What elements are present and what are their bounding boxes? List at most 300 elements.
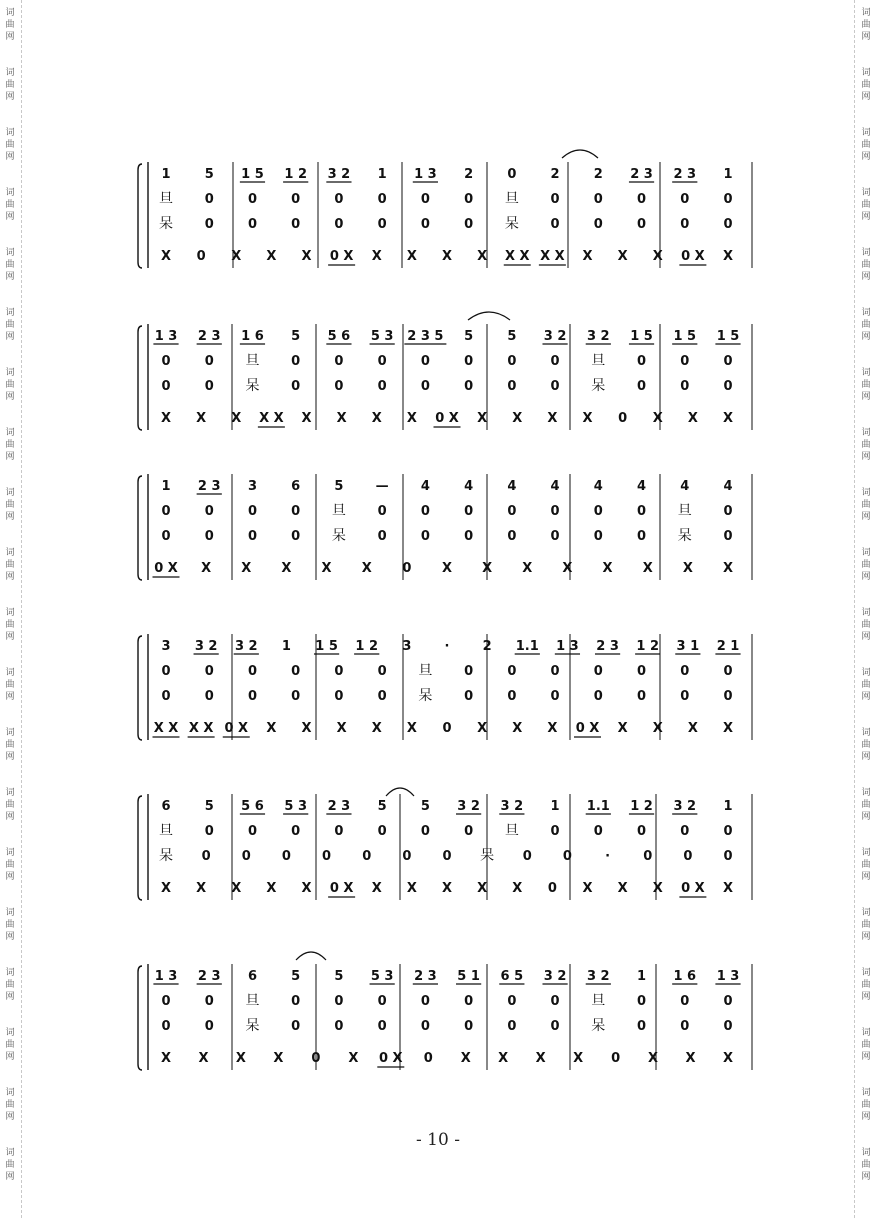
note-token: 4 bbox=[550, 479, 560, 494]
slur-arc bbox=[468, 312, 510, 320]
note-token: X bbox=[562, 561, 573, 576]
note-token: 1 6 bbox=[241, 329, 264, 344]
left-margin-char: 词 bbox=[5, 908, 15, 918]
right-margin-char: 曲 bbox=[861, 1160, 871, 1170]
right-margin-char: 网 bbox=[861, 32, 871, 42]
note-token: 0 bbox=[723, 529, 733, 544]
note-token: 3 bbox=[161, 639, 171, 654]
note-token: 2 1 bbox=[716, 639, 740, 654]
left-margin-char: 曲 bbox=[5, 320, 15, 330]
right-margin-char: 词 bbox=[861, 608, 871, 618]
note-token: 0 bbox=[377, 504, 387, 519]
left-margin-char: 词 bbox=[5, 128, 15, 138]
right-margin-char: 网 bbox=[861, 752, 871, 762]
note-token: 6 bbox=[247, 969, 257, 984]
note-token: 0 bbox=[550, 1019, 560, 1034]
right-margin-char: 词 bbox=[861, 248, 871, 258]
note-token: 0 bbox=[377, 192, 387, 207]
note-token: 0 bbox=[420, 217, 430, 232]
note-token: 0 bbox=[201, 849, 211, 864]
note-token: 0 bbox=[420, 354, 430, 369]
note-token: 0 bbox=[322, 849, 332, 864]
note-token: X bbox=[547, 721, 558, 736]
right-margin-char: 网 bbox=[861, 1172, 871, 1182]
note-token: X bbox=[512, 721, 523, 736]
left-margin-char: 词 bbox=[5, 668, 15, 678]
left-margin-char: 网 bbox=[5, 272, 15, 282]
left-margin-char: 网 bbox=[5, 92, 15, 102]
left-margin-char: 曲 bbox=[5, 980, 15, 990]
right-margin-char: 网 bbox=[861, 872, 871, 882]
note-token: 0 bbox=[291, 217, 301, 232]
note-token: 呆 bbox=[159, 848, 173, 864]
note-token: 呆 bbox=[418, 688, 433, 704]
left-margin-char: 词 bbox=[5, 728, 15, 738]
note-token: 0 bbox=[281, 849, 291, 864]
right-margin-char: 网 bbox=[861, 1052, 871, 1062]
note-token: X bbox=[498, 1051, 509, 1066]
note-token: 0 bbox=[723, 354, 733, 369]
note-token: 0 X bbox=[681, 249, 705, 264]
note-token: 1 bbox=[161, 167, 171, 182]
left-margin-char: 曲 bbox=[5, 620, 15, 630]
note-token: 0 bbox=[637, 689, 647, 704]
note-token: X bbox=[722, 561, 734, 576]
left-margin-char: 网 bbox=[5, 932, 15, 942]
note-token: 0 bbox=[420, 824, 430, 839]
note-token: 0 bbox=[402, 561, 412, 576]
right-margin-char: 词 bbox=[861, 308, 871, 318]
note-token: X bbox=[441, 881, 453, 896]
note-token: X bbox=[336, 411, 347, 426]
note-token: 呆 bbox=[245, 378, 260, 394]
note-token: X bbox=[535, 1051, 546, 1066]
note-token: 0 bbox=[247, 689, 257, 704]
right-margin-char: 网 bbox=[861, 452, 871, 462]
note-token: 2 3 bbox=[630, 167, 653, 182]
note-token: 0 bbox=[247, 664, 257, 679]
right-margin-char: 曲 bbox=[861, 620, 871, 630]
note-token: X bbox=[652, 411, 663, 426]
note-token: X bbox=[582, 881, 593, 896]
note-token: 0 X bbox=[378, 1051, 403, 1066]
note-token: X bbox=[406, 411, 417, 426]
right-margin-char: 曲 bbox=[861, 500, 871, 510]
left-margin-char: 曲 bbox=[5, 20, 15, 30]
note-token: 0 bbox=[680, 217, 690, 232]
system-brace bbox=[138, 476, 142, 580]
right-margin-char: 网 bbox=[861, 212, 871, 222]
note-token: 1 bbox=[723, 799, 733, 814]
note-token: 1 bbox=[377, 167, 387, 182]
note-token: 0 bbox=[680, 1019, 690, 1034]
note-token: 1 3 bbox=[556, 639, 579, 654]
left-margin-char: 网 bbox=[5, 332, 15, 342]
note-token: 0 bbox=[442, 849, 452, 864]
note-token: X bbox=[371, 881, 382, 896]
note-token: X bbox=[231, 881, 242, 896]
note-token: 0 bbox=[637, 824, 647, 839]
note-token: 0 bbox=[680, 192, 690, 207]
note-token: 0 bbox=[334, 1019, 344, 1034]
note-token: X bbox=[512, 881, 523, 896]
note-token: 0 bbox=[464, 824, 474, 839]
note-token: 0 bbox=[362, 849, 372, 864]
note-token: X bbox=[617, 721, 628, 736]
note-token: 5 bbox=[334, 479, 344, 494]
note-token: 6 bbox=[291, 479, 301, 494]
note-token: 2 bbox=[482, 639, 492, 654]
left-margin-char: 曲 bbox=[5, 740, 15, 750]
left-margin-char: 曲 bbox=[5, 1040, 15, 1050]
note-token: X bbox=[371, 411, 382, 426]
system-brace bbox=[138, 164, 142, 268]
note-token: 0 bbox=[334, 192, 344, 207]
right-margin-char: 曲 bbox=[861, 140, 871, 150]
system-brace bbox=[138, 636, 142, 740]
note-token: 0 bbox=[562, 849, 572, 864]
note-token: 0 bbox=[247, 824, 257, 839]
note-token: 0 bbox=[464, 217, 474, 232]
note-token: 2 3 bbox=[673, 167, 697, 182]
note-token: 0 bbox=[723, 217, 733, 232]
note-token: 0 bbox=[161, 379, 171, 394]
note-token: 0 bbox=[680, 689, 690, 704]
left-margin-char: 曲 bbox=[5, 380, 15, 390]
left-margin-char: 网 bbox=[5, 1112, 15, 1122]
note-token: 0 bbox=[161, 664, 171, 679]
left-margin-char: 词 bbox=[5, 848, 15, 858]
note-token: 1.1 bbox=[515, 639, 539, 654]
note-token: 1 3 bbox=[154, 329, 178, 344]
note-token: X bbox=[722, 249, 734, 264]
note-token: X bbox=[266, 881, 277, 896]
note-token: 0 bbox=[507, 689, 517, 704]
note-token: X bbox=[573, 1051, 584, 1066]
note-token: 0 bbox=[161, 689, 171, 704]
note-token: X bbox=[321, 561, 332, 576]
note-token: 0 bbox=[550, 379, 560, 394]
note-token: 5 6 bbox=[327, 329, 351, 344]
note-token: 0 bbox=[637, 379, 647, 394]
left-margin-char: 网 bbox=[5, 152, 15, 162]
note-token: 0 bbox=[204, 529, 214, 544]
note-token: 0 bbox=[377, 217, 387, 232]
note-token: 0 bbox=[464, 504, 474, 519]
left-margin-char: 曲 bbox=[5, 560, 15, 570]
note-token: 0 bbox=[311, 1051, 321, 1066]
note-token: 0 bbox=[291, 1019, 301, 1034]
note-token: 5 bbox=[334, 969, 344, 984]
note-token: 1 bbox=[161, 479, 171, 494]
note-token: 2 3 bbox=[596, 639, 619, 654]
note-token: X bbox=[441, 561, 453, 576]
note-token: 旦 bbox=[504, 823, 519, 839]
note-token: 0 bbox=[204, 192, 214, 207]
note-token: 旦 bbox=[418, 663, 433, 679]
note-token: 0 bbox=[204, 354, 214, 369]
note-token: 0 bbox=[680, 994, 690, 1009]
note-token: 4 bbox=[464, 479, 474, 494]
note-token: 0 bbox=[643, 849, 653, 864]
system-brace bbox=[138, 796, 142, 900]
note-token: 0 bbox=[423, 1051, 433, 1066]
note-token: X bbox=[301, 411, 312, 426]
note-token: 1 6 bbox=[673, 969, 697, 984]
note-token: 0 bbox=[550, 504, 560, 519]
note-token: 3 2 bbox=[194, 639, 218, 654]
note-token: 2 3 bbox=[414, 969, 437, 984]
right-margin-char: 网 bbox=[861, 992, 871, 1002]
note-token: 0 bbox=[247, 529, 257, 544]
note-token: 6 5 bbox=[500, 969, 524, 984]
right-margin-char: 曲 bbox=[861, 1040, 871, 1050]
right-margin-char: 词 bbox=[861, 128, 871, 138]
note-token: 0 bbox=[723, 504, 733, 519]
note-token: X bbox=[722, 411, 734, 426]
note-token: X bbox=[406, 249, 417, 264]
note-token: X bbox=[371, 249, 382, 264]
note-token: 0 bbox=[464, 664, 474, 679]
note-token: 0 bbox=[507, 504, 517, 519]
note-token: 3 2 bbox=[543, 969, 567, 984]
note-token: 0 bbox=[507, 379, 517, 394]
left-margin-char: 网 bbox=[5, 752, 15, 762]
right-margin-char: 曲 bbox=[861, 1100, 871, 1110]
note-token: 4 bbox=[420, 479, 430, 494]
note-token: 0 bbox=[522, 849, 532, 864]
note-token: X bbox=[687, 721, 698, 736]
right-margin-char: 词 bbox=[861, 1148, 871, 1158]
note-token: 4 bbox=[680, 479, 690, 494]
note-token: X bbox=[241, 561, 252, 576]
right-margin-char: 词 bbox=[861, 1028, 871, 1038]
note-token: X bbox=[371, 721, 382, 736]
note-token: 0 bbox=[334, 217, 344, 232]
note-token: 0 bbox=[464, 689, 474, 704]
left-margin-char: 网 bbox=[5, 692, 15, 702]
note-token: 0 bbox=[723, 379, 733, 394]
right-margin-char: 曲 bbox=[861, 740, 871, 750]
note-token: 0 bbox=[683, 849, 693, 864]
left-margin-char: 网 bbox=[5, 572, 15, 582]
note-token: 0 bbox=[402, 849, 412, 864]
note-token: 0 bbox=[161, 504, 171, 519]
note-token: X bbox=[477, 249, 488, 264]
note-token: 呆 bbox=[480, 848, 495, 864]
note-token: 0 bbox=[547, 881, 557, 896]
note-token: 5 bbox=[464, 329, 474, 344]
left-margin-char: 曲 bbox=[5, 1100, 15, 1110]
right-margin-char: 曲 bbox=[861, 200, 871, 210]
left-margin-char: 词 bbox=[5, 308, 15, 318]
system-brace bbox=[138, 326, 142, 430]
note-token: 0 bbox=[291, 664, 301, 679]
left-margin-char: 曲 bbox=[5, 800, 15, 810]
note-token: 0 bbox=[291, 529, 301, 544]
note-token: 0 bbox=[464, 192, 474, 207]
note-token: 1 5 bbox=[315, 639, 338, 654]
note-token: 0 bbox=[420, 1019, 430, 1034]
note-token: 3 2 bbox=[234, 639, 258, 654]
note-token: 2 3 5 bbox=[407, 329, 444, 344]
note-token: 0 bbox=[507, 994, 517, 1009]
note-token: 0 bbox=[550, 994, 560, 1009]
note-token: 0 bbox=[550, 824, 560, 839]
note-token: 0 bbox=[291, 379, 301, 394]
note-token: X bbox=[336, 721, 347, 736]
note-token: 0 bbox=[723, 689, 733, 704]
page-number: - 10 - bbox=[416, 1130, 460, 1150]
left-margin-char: 曲 bbox=[5, 200, 15, 210]
note-token: 0 X bbox=[154, 561, 178, 576]
left-margin-char: 曲 bbox=[5, 920, 15, 930]
note-token: 1 3 bbox=[716, 969, 740, 984]
note-token: 0 bbox=[593, 689, 603, 704]
note-token: X bbox=[160, 1051, 172, 1066]
note-token: 3 2 bbox=[457, 799, 480, 814]
note-token: 0 bbox=[593, 217, 603, 232]
right-margin-char: 网 bbox=[861, 512, 871, 522]
note-token: X bbox=[160, 249, 172, 264]
note-token: 0 bbox=[723, 1019, 733, 1034]
note-token: X bbox=[685, 1051, 696, 1066]
note-token: 1 2 bbox=[355, 639, 379, 654]
right-margin-char: 网 bbox=[861, 572, 871, 582]
note-token: 0 X bbox=[681, 881, 705, 896]
note-token: X bbox=[682, 561, 693, 576]
note-token: 5 bbox=[204, 799, 214, 814]
note-token: 0 X bbox=[329, 249, 354, 264]
note-token: 0 bbox=[550, 529, 560, 544]
note-token: X bbox=[648, 1051, 659, 1066]
left-margin-char: 曲 bbox=[5, 80, 15, 90]
note-token: 0 bbox=[550, 354, 560, 369]
note-token: 0 bbox=[334, 689, 344, 704]
note-token: 5 3 bbox=[370, 329, 394, 344]
left-margin-char: 词 bbox=[5, 428, 15, 438]
note-token: 0 bbox=[637, 994, 647, 1009]
note-token: 0 bbox=[291, 689, 301, 704]
left-margin-char: 词 bbox=[5, 1028, 15, 1038]
note-token: 1 2 bbox=[284, 167, 308, 182]
note-token: 0 bbox=[464, 994, 474, 1009]
note-token: 3 1 bbox=[676, 639, 700, 654]
right-margin-char: 词 bbox=[861, 668, 871, 678]
right-margin-char: 词 bbox=[861, 968, 871, 978]
left-margin-char: 词 bbox=[5, 1088, 15, 1098]
note-token: · bbox=[605, 849, 611, 864]
note-token: 0 bbox=[291, 824, 301, 839]
right-margin-char: 曲 bbox=[861, 980, 871, 990]
note-token: · bbox=[444, 639, 450, 654]
note-token: X bbox=[301, 881, 312, 896]
note-token: X bbox=[196, 411, 207, 426]
right-margin-char: 词 bbox=[861, 188, 871, 198]
note-token: X bbox=[582, 411, 593, 426]
left-margin-char: 曲 bbox=[5, 140, 15, 150]
note-token: 0 bbox=[204, 664, 214, 679]
note-token: X bbox=[281, 561, 292, 576]
right-margin-char: 曲 bbox=[861, 80, 871, 90]
note-token: 0 bbox=[161, 994, 171, 1009]
note-token: 0 bbox=[334, 664, 344, 679]
note-token: 0 bbox=[291, 192, 301, 207]
note-token: X bbox=[602, 561, 613, 576]
note-token: X bbox=[547, 411, 558, 426]
note-token: 0 bbox=[723, 849, 733, 864]
note-token: 0 bbox=[377, 689, 387, 704]
right-margin-char: 词 bbox=[861, 68, 871, 78]
note-token: 2 3 bbox=[197, 329, 221, 344]
left-margin-char: 曲 bbox=[5, 860, 15, 870]
right-margin-char: 网 bbox=[861, 152, 871, 162]
note-token: 5 1 bbox=[457, 969, 480, 984]
note-token: 0 X bbox=[575, 721, 600, 736]
note-token: 2 3 bbox=[197, 479, 221, 494]
note-token: 3 2 bbox=[586, 329, 610, 344]
note-token: 1 2 bbox=[630, 799, 653, 814]
left-margin-char: 网 bbox=[5, 392, 15, 402]
note-token: 4 bbox=[723, 479, 733, 494]
left-margin-char: 网 bbox=[5, 812, 15, 822]
note-token: 0 bbox=[618, 411, 628, 426]
note-token: X bbox=[160, 411, 172, 426]
left-margin-char: 网 bbox=[5, 1052, 15, 1062]
note-token: 1 2 bbox=[636, 639, 660, 654]
note-token: — bbox=[375, 479, 389, 494]
left-margin-char: 词 bbox=[5, 368, 15, 378]
left-margin-char: 网 bbox=[5, 512, 15, 522]
note-token: 0 bbox=[291, 994, 301, 1009]
note-token: 0 bbox=[680, 824, 690, 839]
left-margin-char: 网 bbox=[5, 212, 15, 222]
note-token: 0 bbox=[204, 689, 214, 704]
note-token: X bbox=[617, 881, 628, 896]
note-token: 呆 bbox=[591, 378, 606, 394]
note-token: 呆 bbox=[677, 528, 692, 544]
note-token: 0 bbox=[680, 379, 690, 394]
right-margin-char: 词 bbox=[861, 788, 871, 798]
note-token: 0 bbox=[204, 379, 214, 394]
right-margin-char: 词 bbox=[861, 368, 871, 378]
note-token: 3 2 bbox=[586, 969, 610, 984]
note-token: 0 bbox=[377, 664, 387, 679]
note-token: 0 bbox=[464, 354, 474, 369]
note-token: X bbox=[361, 561, 372, 576]
note-token: 5 bbox=[291, 969, 301, 984]
note-token: 3 2 bbox=[673, 799, 697, 814]
note-token: 0 bbox=[161, 529, 171, 544]
left-margin-char: 词 bbox=[5, 248, 15, 258]
note-token: 0 bbox=[723, 664, 733, 679]
note-token: 3 2 bbox=[327, 167, 351, 182]
right-margin-char: 曲 bbox=[861, 560, 871, 570]
right-margin-char: 曲 bbox=[861, 680, 871, 690]
left-margin-char: 曲 bbox=[5, 1160, 15, 1170]
note-token: 0 bbox=[464, 1019, 474, 1034]
right-margin-char: 词 bbox=[861, 848, 871, 858]
right-margin-char: 曲 bbox=[861, 860, 871, 870]
note-token: 0 bbox=[161, 1019, 171, 1034]
note-token: X bbox=[477, 411, 488, 426]
note-token: 0 bbox=[723, 994, 733, 1009]
note-token: X bbox=[301, 721, 312, 736]
note-token: 0 bbox=[507, 167, 517, 182]
note-token: X X bbox=[540, 249, 565, 264]
right-margin-char: 网 bbox=[861, 932, 871, 942]
note-token: 1 5 bbox=[716, 329, 740, 344]
